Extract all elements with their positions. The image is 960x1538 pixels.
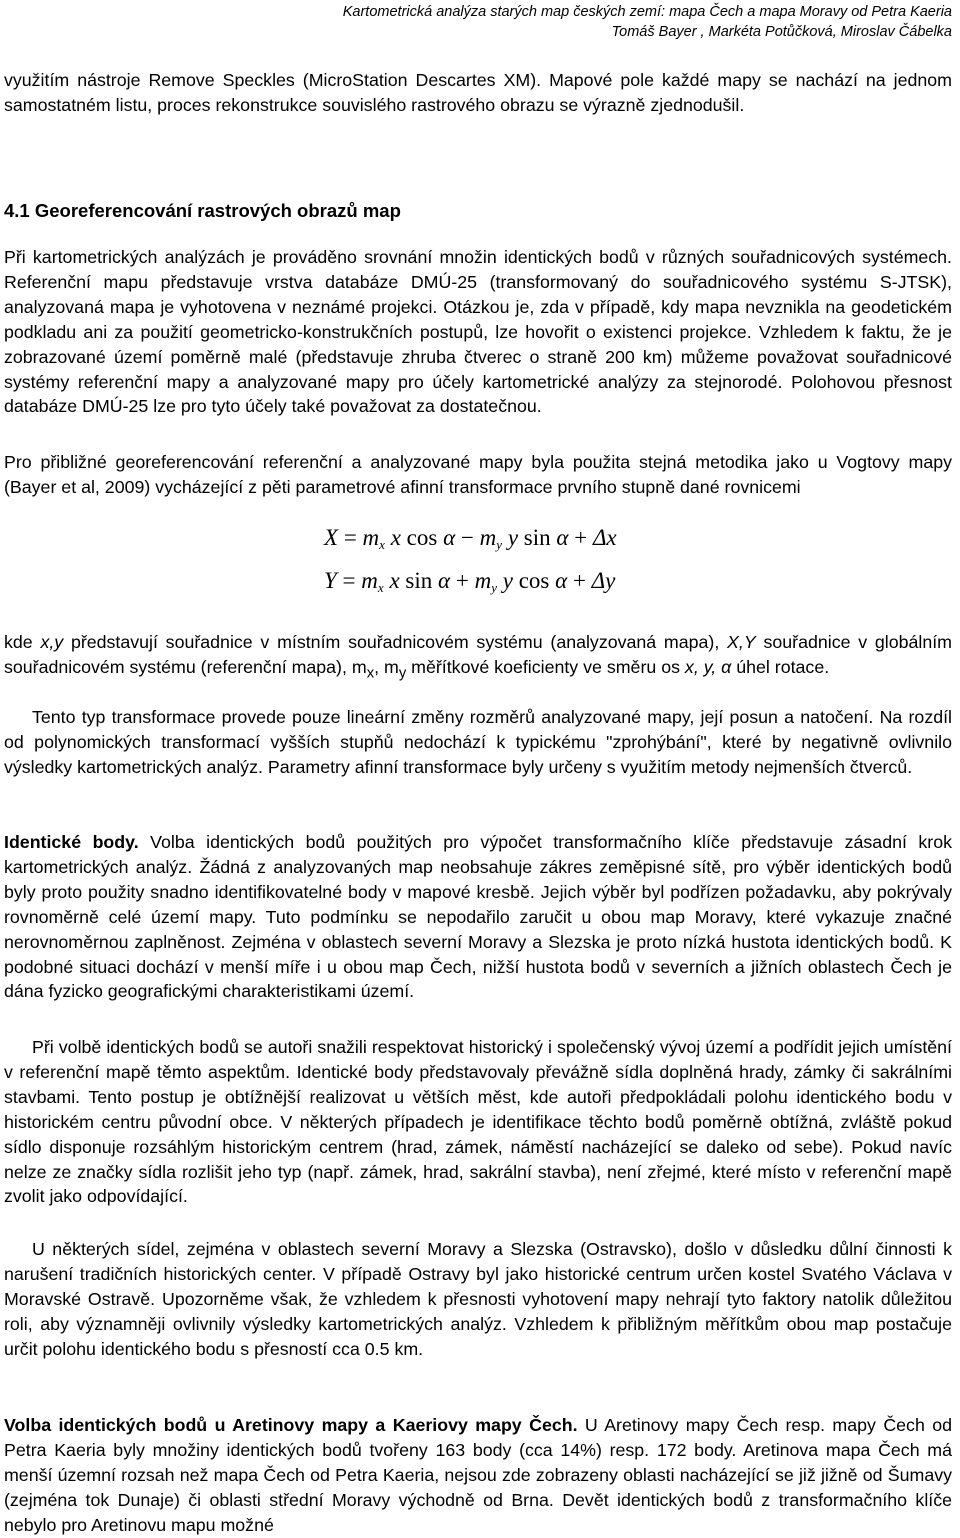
run-in-heading: Identické body. (4, 832, 139, 852)
running-header (192, 2, 952, 42)
paragraph-text: Při kartometrických analýzách je prováděno srovnání množin identických bodů v různých souřadnicových systémech. (4, 247, 952, 267)
header-title: Kartometrická analýza starých map českých zemí: mapa Čech a mapa Moravy od Petra Kaeria (342, 4, 952, 20)
paragraph-transform-type: Tento typ transformace provede pouze lineární změny rozměrů analyzované mapy, její posun a natočení. Na rozdíl od polynomických transformací vyšších stupňů nedochází k typickému "zprohýbání", které by negativně ovlivnilo výsledky kartometrických analýz. Parametry afinní transformace byly určeny s využitím metody nejmenších čtverců. (4, 707, 952, 777)
run-in-heading-aretin: Volba identických bodů u Aretinovy mapy a Kaeriovy mapy Čech. (4, 1415, 578, 1435)
paragraph-speckles: využitím nástroje Remove Speckles (MicroStation Descartes XM). Mapové pole každé mapy se nachází na jednom samostatném listu, proces rekonstrukce souvislého rastrového obrazu se výrazně zjednodušil. (4, 70, 952, 115)
paragraph-georeferencing: Pro přibližné georeferencování referenční a analyzované mapy byla použita stejná metodika jako u Vogtovy mapy (Bayer et al, 2009) vycházející z pěti parametrové afinní transformace prvního stupně dané rovnicemi (4, 452, 952, 497)
paragraph-aretin: Volba identických bodů u Aretinovy mapy a Kaeriovy mapy Čech. U Aretinovy mapy Čech resp. mapy Čech od Petra Kaeria byly množiny identických bodů tvořeny 163 body (cca 14%) resp. 172 body. Aretinova mapa Čech má menší územní rozsah než mapa Čech od Petra Kaeria, nejsou zde zobrazeny oblasti nacházející se již jižně od Šumavy (zejména tok Dunaje) či oblasti střední Moravy východně od Brna. Devět identických bodů z transformačního klíče nebylo pro Aretinovu mapu možné (4, 1415, 953, 1535)
paragraph-reference-map (4, 245, 952, 419)
equation-x: $X = m_x$ x $\cos \alpha - m_y$ y sin α + Δx (324, 525, 617, 552)
header-authors: Tomáš Bayer , Markéta Potůčková, Miroslav Čábelka (611, 24, 952, 40)
equation-y: $Y = m_x$ x $\sin \alpha + m_y$ y cos α + Δy (324, 568, 616, 595)
paragraph-definitions: kde x,y představují souřadnice v místním souřadnicovém systému (analyzovaná mapa), X,Y souřadnice v globálním souřadnicovém systému (referenční mapa), $m_x$, $m_y$ měřítkové koeficienty ve směru os x, y, α úhel rotace. (4, 632, 952, 682)
paragraph-selection: Při volbě identických bodů se autoři snažili respektovat historický i společenský vývoj území a podřídit jejich umístění v referenční mapě těmto aspektům. Identické body představovaly převážně sídla doplněná hrady, zámky či sakrálními stavbami. Tento postup je obtížnější realizovat u větších měst, kde autoři předpokládali polohu identického bodu v historickém centru původní obce. V některých případech je identifikace těchto bodů poměrně obtížná, zvláště pokud sídlo disponuje rozsáhlým historickým centrem (hrad, zámek, náměstí nacházející se daleko od sebe). Pokud navíc nelze ze značky sídla rozlišit jeho typ (např. zámek, hrad, sakrální stavba), není zřejmé, které místo v referenční mapě zvolit jako odpovídající. (4, 1037, 952, 1207)
paragraph-text-continued: Referenční mapu představuje vrstva databáze DMÚ-25 (transformovaný do souřadnicového systému S-JTSK), analyzovaná mapa je vyhotovena v neznámé projekci. Otázkou je, zda v případě, kdy mapa nevznikla na geodetickém podkladu ani za použití geometricko-konstrukčních postupů, lze hovořit o existenci projekce. Vzhledem k faktu, že je zobrazované území poměrně malé (představuje zhruba čtverec o straně 200 km) můžeme považovat souřadnicové systémy referenční mapy a analyzované mapy pro účely kartometrické analýzy za stejnorodé. Polohovou přesnost databáze DMÚ-25 lze pro tyto účely také považovat za dostatečnou. (4, 271, 952, 417)
paragraph-ostrava: U některých sídel, zejména v oblastech severní Moravy a Slezska (Ostravsko), došlo v důsledku důlní činnosti k narušení tradičních historických center. V případě Ostravy byl jako historické centrum určen kostel Svatého Václava v Moravské Ostravě. Upozorněme však, že vzhledem k přesnosti vyhotovení mapy nehrají tyto faktory natolik důležitou roli, aby významněji ovlivnily výsledky kartometrických analýz. Vzhledem k přibližným měřítkům obou map postačuje určit polohu identického bodu s přesností cca 0.5 km. (4, 1239, 952, 1359)
paragraph-identical-points: Identické body. Volba identických bodů použitých pro výpočet transformačního klíče představuje zásadní krok kartometrických analýz. Žádná z analyzovaných map neobsahuje zákres zeměpisné sítě, pro výběr identických bodů byly proto použity snadno identifikovatelné body v mapové kresbě. Jejich výběr byl podřízen požadavku, aby pokrývaly rovnoměrně celé území mapy. Tuto podmínku se nepodařilo zaručit u obou map Moravy, které vykazuje značné nerovnoměrnou zaplněnost. Zejména v oblastech severní Moravy a Slezska je proto nízká hustota identických bodů. K podobné situaci dochází v menší míře i u obou map Čech, nižší hustota bodů v severních a jižních oblastech Čech je dána fyzicko geografickými charakteristikami území. (4, 832, 952, 1002)
section-heading: 4.1 Georeferencování rastrových obrazů map (4, 200, 401, 221)
